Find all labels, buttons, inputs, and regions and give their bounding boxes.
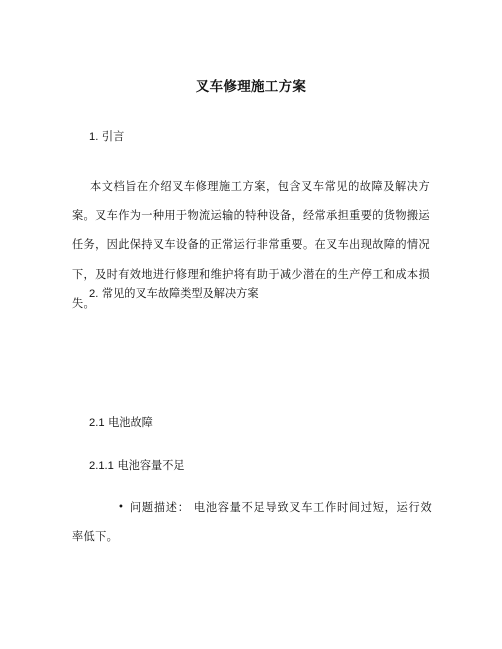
section-number: 2.1.1	[89, 460, 114, 472]
section-heading-intro	[89, 129, 124, 145]
bullet-item	[72, 493, 432, 551]
subsection-heading-battery	[89, 415, 153, 431]
section-text: 电池容量不足	[113, 459, 185, 472]
bullet-text: 问题描述： 电池容量不足导致叉车工作时间过短，运行效率低下。	[72, 501, 432, 544]
bullet-icon: •	[118, 502, 125, 513]
section-text: 常见的叉车故障类型及解决方案	[98, 287, 259, 300]
section-text: 电池故障	[104, 416, 153, 429]
subsubsection-heading-capacity	[89, 458, 185, 474]
document-title: 叉车修理施工方案	[195, 79, 307, 95]
section-number: 2.1	[89, 417, 105, 429]
intro-paragraph: 本文档旨在介绍叉车修理施工方案，包含叉车常见的故障及解决方案。叉车作为一种用于物流运输的特种设备，经常承担重要的货物搬运任务，因此保持叉车设备的正常运行非常重要。在叉车出现故障的情况下，及时有效地进行修理和维护将有助于减少潜在的生产停工和成本损失。	[72, 180, 430, 310]
section-number: 1.	[89, 131, 99, 143]
section-heading-faults	[89, 286, 259, 302]
section-text: 引言	[98, 130, 125, 143]
section-number: 2.	[89, 288, 99, 300]
